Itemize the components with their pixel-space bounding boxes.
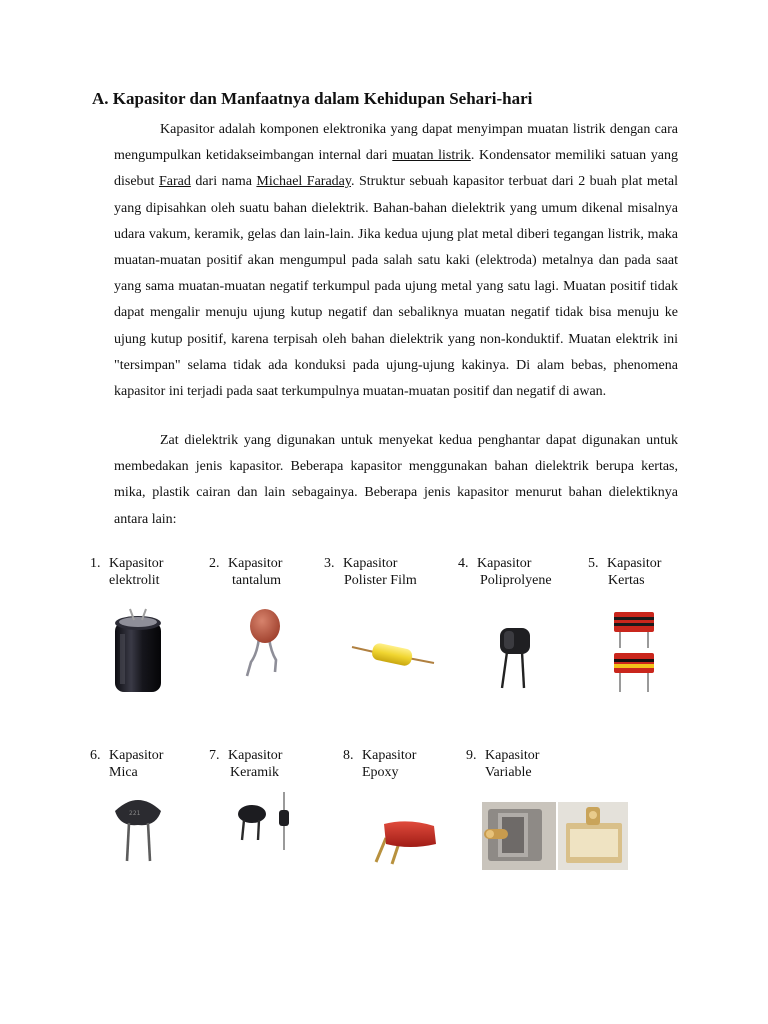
item-number: 7.: [209, 748, 220, 763]
item-2-label: [209, 555, 282, 589]
item-title: Kapasitor: [477, 556, 532, 571]
mica-capacitor-image: [112, 795, 164, 865]
item-8-label: [343, 747, 416, 781]
item-title: Kapasitor: [109, 556, 164, 571]
item-type: tantalum: [232, 573, 281, 588]
item-number: 1.: [90, 556, 101, 571]
paragraph-intro-text-3: dari nama: [190, 174, 257, 190]
ceramic-capacitor-image: [232, 790, 296, 852]
item-title: Kapasitor: [228, 748, 283, 763]
item-title: Kapasitor: [228, 556, 283, 571]
polyester-film-capacitor-image: [350, 638, 436, 672]
paragraph-intro: [114, 117, 678, 405]
item-number: 6.: [90, 748, 101, 763]
svg-text:221: 221: [129, 810, 141, 817]
item-title: Kapasitor: [485, 748, 540, 763]
paragraph-intro-text-4: . Struktur sebuah kapasitor terbuat dari 2 buah plat metal yang dipisahkan oleh suatu bahan dielektrik. Bahan-bahan dielektrik yang umum dikenal misalnya udara vakum, keramik, gelas dan lain-lain. Jika kedua ujung plat metal diberi tegangan listrik, maka muatan-muatan positif akan mengumpul pada salah satu kaki (elektroda) metalnya dan pada saat yang sama muatan-muatan negatif terkumpul pada ujung metal yang satu lagi. Muatan positif tidak dapat mengalir menuju ujung kutup negatif dan sebaliknya muatan negatif tidak bisa menuju ke ujung kutup positif, karena terpisah oleh bahan dielektrik yang non-konduktif. Muatan elektrik ini "tersimpan" selama tidak ada konduksi pada ujung-ujung kakinya. Di alam bebas, phenomena kapasitor ini terjadi pada saat terkumpulnya muatan-muatan positif dan negatif di awan.: [114, 174, 678, 400]
item-type: Kertas: [608, 573, 645, 588]
variable-capacitor-image: [482, 801, 628, 871]
paper-capacitor-image: [610, 608, 658, 696]
item-type: Keramik: [230, 765, 279, 780]
item-6-label: [90, 747, 163, 781]
item-number: 9.: [466, 748, 477, 763]
section-heading: A. Kapasitor dan Manfaatnya dalam Kehidupan Sehari-hari: [92, 89, 533, 108]
item-title: Kapasitor: [109, 748, 164, 763]
link-farad[interactable]: Farad: [158, 174, 191, 190]
paragraph-intro-text-1: Kapasitor adalah komponen elektronika yang dapat menyimpan muatan listrik dengan cara mengumpulkan ketidakseimbangan internal dari: [114, 122, 678, 164]
item-type: Poliprolyene: [480, 573, 552, 588]
paragraph-dielectric: Zat dielektrik yang digunakan untuk menyekat kedua penghantar dapat digunakan untuk membedakan jenis kapasitor. Beberapa kapasitor menggunakan bahan dielektrik berupa kertas, mika, plastik cairan dan lain sebagainya. Beberapa jenis kapasitor menurut bahan dielektiknya antara lain:: [114, 433, 678, 527]
item-number: 8.: [343, 748, 354, 763]
link-muatan-listrik[interactable]: muatan listrik: [392, 148, 471, 164]
item-number: 5.: [588, 556, 599, 571]
electrolytic-capacitor-image: [108, 608, 168, 696]
item-number: 2.: [209, 556, 220, 571]
tantalum-capacitor-image: [243, 608, 289, 680]
link-michael-faraday[interactable]: Michael Faraday: [256, 174, 351, 190]
item-1-label: [90, 555, 163, 589]
item-type: Polister Film: [344, 573, 417, 588]
epoxy-capacitor-image: [372, 820, 440, 866]
item-title: Kapasitor: [607, 556, 662, 571]
item-4-label: [458, 555, 552, 589]
item-7-label: [209, 747, 282, 781]
paragraph-intro-text-2: . Kondensator memiliki satuan yang disebut: [114, 148, 678, 190]
item-5-label: [588, 555, 661, 589]
item-number: 3.: [324, 556, 335, 571]
item-type: elektrolit: [109, 573, 160, 588]
item-3-label: [324, 555, 417, 589]
item-type: Epoxy: [362, 765, 399, 780]
item-type: Mica: [109, 765, 138, 780]
item-type: Variable: [485, 765, 532, 780]
item-number: 4.: [458, 556, 469, 571]
item-title: Kapasitor: [362, 748, 417, 763]
item-9-label: [466, 747, 539, 781]
polypropylene-capacitor-image: [496, 626, 534, 692]
item-title: Kapasitor: [343, 556, 398, 571]
